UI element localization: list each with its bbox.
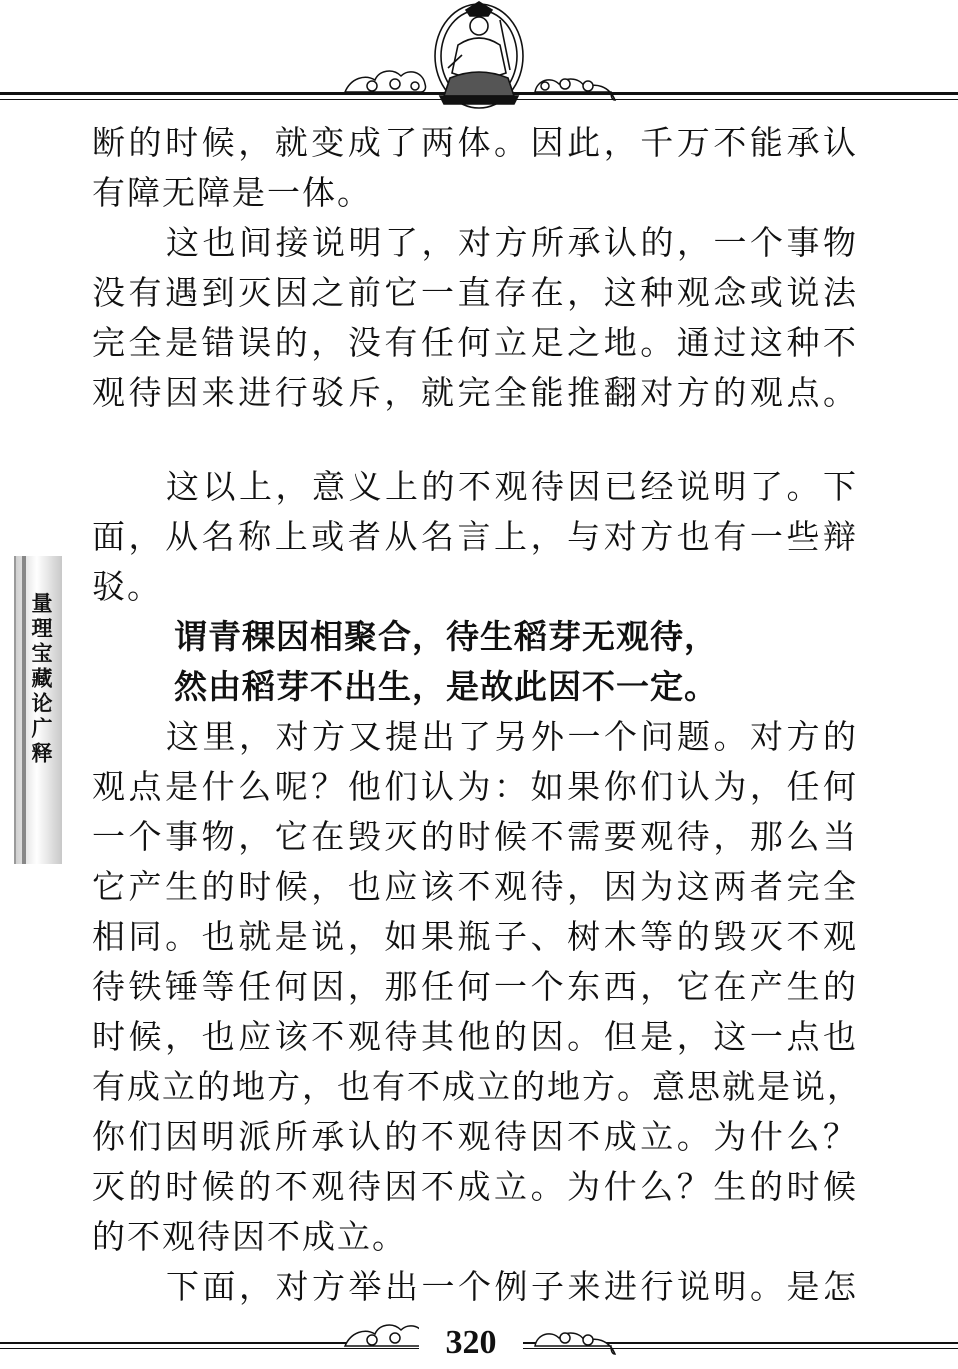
text-line: 没有遇到灭因之前它一直存在，这种观念或说法 <box>92 273 858 312</box>
text-line: 一个事物，它在毁灭的时候不需要观待，那么当 <box>92 817 858 856</box>
text-line: 这以上，意义上的不观待因已经说明了。下 <box>166 467 858 506</box>
text-line: 面，从名称上或者从名言上，与对方也有一些辩 <box>92 517 858 556</box>
text-line: 断的时候，就变成了两体。因此，千万不能承认 <box>92 123 858 162</box>
text-line: 你们因明派所承认的不观待因不成立。为什么？ <box>92 1117 858 1156</box>
text-line: 观待因来进行驳斥，就完全能推翻对方的观点。 <box>92 373 858 412</box>
page-body <box>92 118 862 1312</box>
text-line: 驳。 <box>92 567 162 606</box>
page-number: 320 <box>419 1320 523 1366</box>
text-line: 观点是什么呢？他们认为：如果你们认为，任何 <box>92 767 858 806</box>
text-line: 完全是错误的，没有任何立足之地。通过这种不 <box>92 323 858 362</box>
side-tab <box>14 556 62 864</box>
verse-line: 然由稻芽不出生，是故此因不一定。 <box>174 667 718 706</box>
verse-line: 谓青稞因相聚合，待生稻芽无观待， <box>174 617 718 656</box>
text-line: 时候，也应该不观待其他的因。但是，这一点也 <box>92 1017 858 1056</box>
side-tab-title: 量理宝藏论广释 <box>29 592 54 767</box>
text-line: 这也间接说明了，对方所承认的，一个事物 <box>166 223 858 262</box>
text-line: 待铁锤等任何因，那任何一个东西，它在产生的 <box>92 967 858 1006</box>
text-line: 有成立的地方，也有不成立的地方。意思就是说， <box>92 1067 862 1106</box>
text-line: 相同。也就是说，如果瓶子、树木等的毁灭不观 <box>92 917 858 956</box>
text-line: 下面，对方举出一个例子来进行说明。是怎 <box>166 1267 858 1306</box>
footer <box>0 1318 958 1369</box>
text-line: 灭的时候的不观待因不成立。为什么？生的时候 <box>92 1167 858 1206</box>
text-line: 的不观待因不成立。 <box>92 1217 407 1256</box>
deity-figure-icon <box>435 2 523 108</box>
text-line: 这里，对方又提出了另外一个问题。对方的 <box>166 717 858 756</box>
text-line: 有障无障是一体。 <box>92 173 372 212</box>
paragraph-gap <box>92 418 858 462</box>
header-ornament <box>0 0 958 110</box>
text-line: 它产生的时候，也应该不观待，因为这两者完全 <box>92 867 858 906</box>
header-decoration <box>0 0 958 110</box>
